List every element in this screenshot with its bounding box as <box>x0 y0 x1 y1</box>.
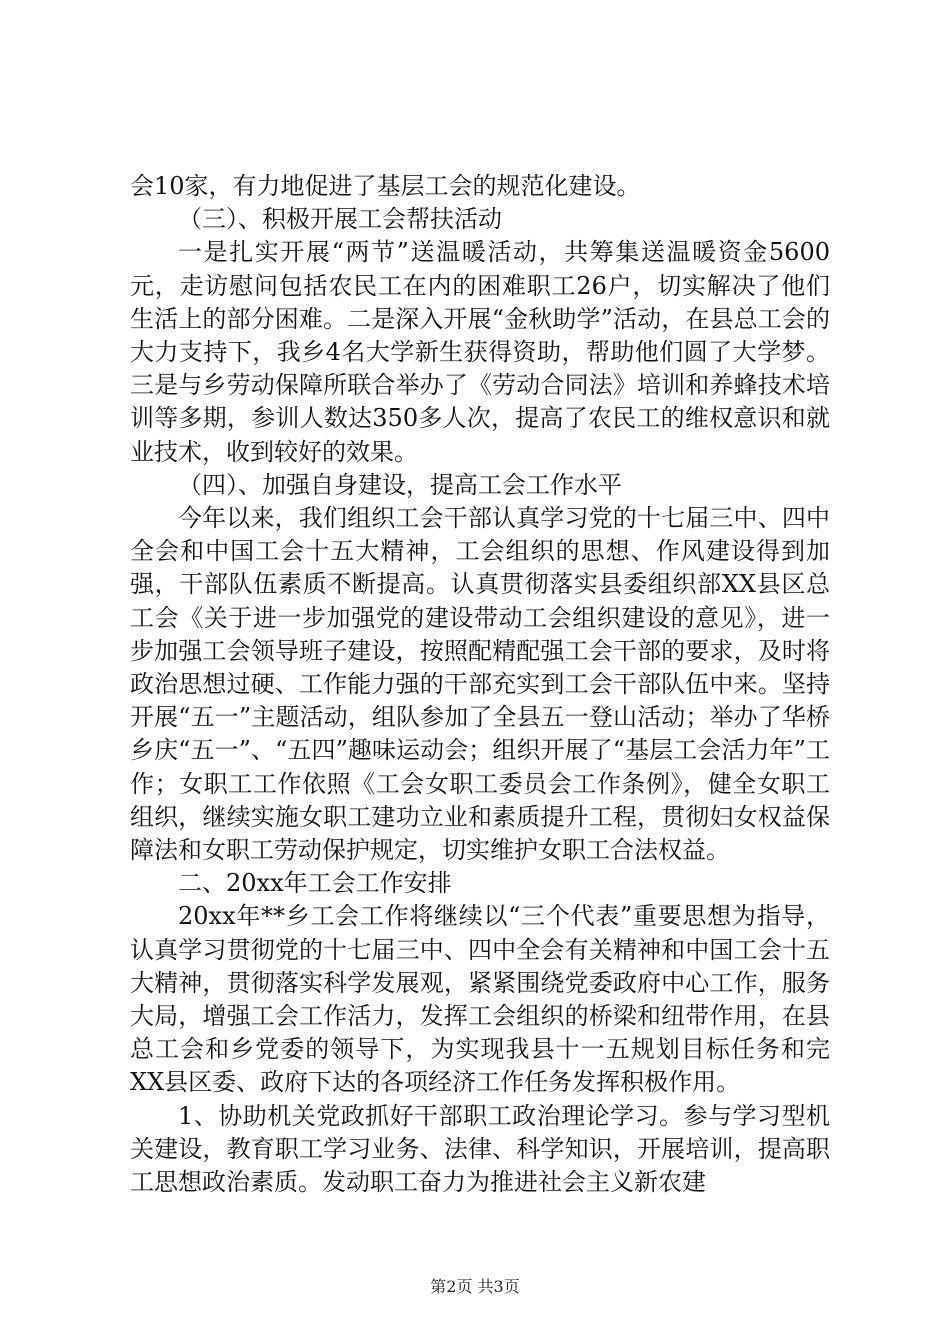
paragraph-0: 会10家，有力地促进了基层工会的规范化建设。 <box>130 172 641 200</box>
section-heading-3: （三）、积极开展工会帮扶活动 <box>178 205 502 234</box>
document-body <box>130 170 830 1199</box>
paragraph-7: 1、协助机关党政抓好干部职工政治理论学习。参与学习型机关建设，教育职工学习业务、法律、科学知识，开展培训，提高职工思想政治素质。发动职工奋力为推进社会主义新农建 <box>130 1101 830 1197</box>
section-heading-4: （四）、加强自身建设，提高工会工作水平 <box>178 470 622 499</box>
section-heading-2: 二、20xx年工会工作安排 <box>178 869 452 898</box>
paragraph-4: 今年以来，我们组织工会干部认真学习党的十七届三中、四中全会和中国工会十五大精神，工会组织的思想、作风建设得到加强，干部队伍素质不断提高。认真贯彻落实县委组织部XX县区总工会《关于进一步加强党的建设带动工会组织建设的意见》，进一步加强工会领导班子建设，按照配精配强工会干部的要求，及时将政治思想过硬、工作能力强的干部充实到工会干部队伍中来。坚持开展“五一”主题活动，组队参加了全县五一登山活动；举办了华桥乡庆“五一”、“五四”趣味运动会；组织开展了“基层工会活力年”工作；女职工工作依照《工会女职工委员会工作条例》，健全女职工组织，继续实施女职工建功立业和素质提升工程，贯彻妇女权益保障法和女职工劳动保护规定，切实维护女职工合法权益。 <box>130 504 830 865</box>
paragraph-6: 20xx年**乡工会工作将继续以“三个代表”重要思想为指导，认真学习贯彻党的十七届三中、四中全会有关精神和中国工会十五大精神，贯彻落实科学发展观，紧紧围绕党委政府中心工作，服务大局，增强工会工作活力，发挥工会组织的桥梁和纽带作用，在县总工会和乡党委的领导下，为实现我县十一五规划目标任务和完XX县区委、政府下达的各项经济工作任务发挥积极作用。 <box>130 902 830 1097</box>
page-footer: 第2页 共3页 <box>430 1277 520 1296</box>
paragraph-2: 一是扎实开展“两节”送温暖活动，共筹集送温暖资金5600元，走访慰问包括农民工在内的困难职工26户，切实解决了他们生活上的部分困难。二是深入开展“金秋助学”活动，在县总工会的大力支持下，我乡4名大学新生获得资助，帮助他们圆了大学梦。三是与乡劳动保障所联合举办了《劳动合同法》培训和养蜂技术培训等多期，参训人数达350多人次，提高了农民工的维权意识和就业技术，收到较好的效果。 <box>130 238 830 466</box>
